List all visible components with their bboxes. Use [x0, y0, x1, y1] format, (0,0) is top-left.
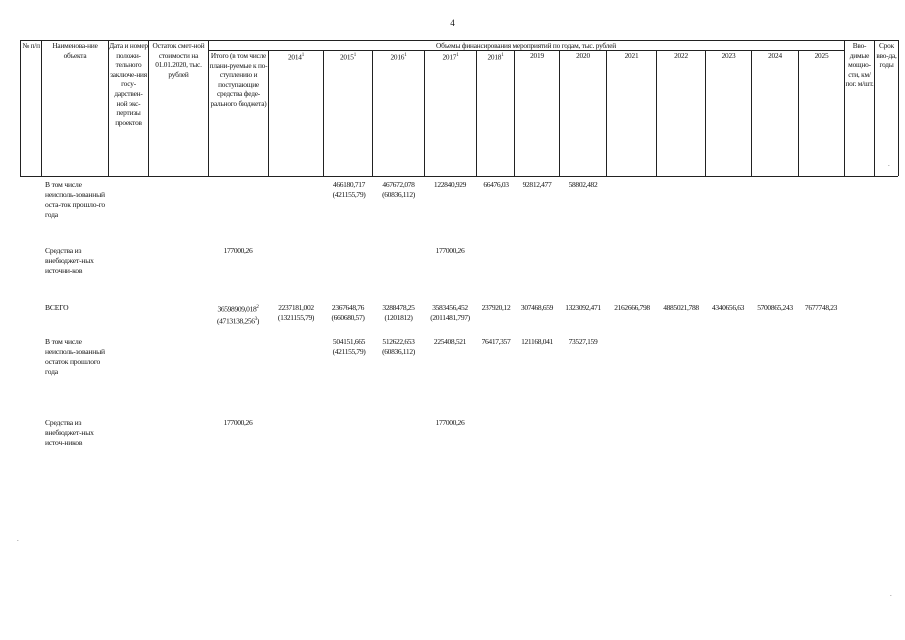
cell-2018: 76417,357 — [481, 337, 511, 346]
cell-total: 36598909,018$^2$ (4713138,256$^3$) — [217, 304, 259, 325]
cell-2018: 237920,12 — [481, 303, 511, 312]
rule-v — [606, 50, 607, 176]
cell-2020: 73527,159 — [568, 337, 598, 346]
cell-2017: 177000,26 — [435, 246, 465, 255]
rule-v — [514, 50, 515, 176]
cell-2015: 466180,717 (421155,79) — [332, 180, 366, 199]
rule-v — [372, 50, 373, 176]
scan-speck: . — [17, 535, 19, 543]
header-funding-group: Объемы финансирования мероприятий по годам, тыс. рублей — [436, 41, 616, 50]
header-year-2014: 2014$^1$ — [287, 52, 305, 62]
cell-2021: 2162666,798 — [614, 303, 650, 312]
scan-speck: . — [888, 160, 890, 168]
header-year-2018: 2018$^1$ — [487, 52, 504, 62]
rule-v — [41, 40, 42, 176]
rule-header-bottom — [20, 176, 898, 177]
cell-2019: 121168,041 — [521, 337, 553, 346]
rule-v — [476, 50, 477, 176]
header-year-2017: 2017$^1$ — [442, 52, 459, 62]
rule-v — [20, 40, 21, 176]
cell-2017: 3583456,452 (2011481,797) — [430, 303, 470, 322]
row-name: ВСЕГО — [45, 303, 69, 312]
cell-2014: 2237181,002 (1321155,79) — [277, 303, 315, 322]
header-year-2023: 2023 — [721, 51, 736, 60]
rule-v — [323, 50, 324, 176]
cell-2016: 512622,653 (60836,112) — [382, 337, 415, 356]
cell-2020: 58802,482 — [568, 180, 598, 189]
cell-2024: 5700865,243 — [757, 303, 793, 312]
row-name: Средства из внебюджет-ных источни-ков — [45, 246, 94, 275]
header-capacity: Вво-димые мощно-сти, км/ пог. м/шт. — [845, 41, 874, 89]
rule-v — [268, 50, 269, 176]
scan-speck: . — [890, 590, 892, 598]
cell-total: 177000,26 — [223, 246, 253, 255]
cell-2017: 225408,521 — [433, 337, 467, 346]
header-year-2020: 2020 — [576, 51, 590, 60]
header-total: Итого (в том числе плани-руемые к по-ступлению и поступающие средства феде-рального бюджета) — [209, 51, 268, 108]
rule-v — [798, 50, 799, 176]
cell-2017: 122840,929 — [433, 180, 467, 189]
header-year-2019: 2019 — [530, 51, 544, 60]
header-num: № п/п — [22, 41, 40, 50]
cell-2019: 307468,659 — [520, 303, 554, 312]
page-number: 4 — [450, 18, 455, 28]
row-name: Средства из внебюджет-ных источ-ников — [45, 418, 94, 447]
header-expertise-date: Дата и номер положи-тельного заключе-ния госу-дарствен-ной экс-пертизы проектов — [109, 41, 148, 127]
cell-2016: 467672,078 (60836,112) — [382, 180, 415, 199]
cell-2015: 2367648,76 (660680,57) — [331, 303, 365, 322]
cell-total: 177000,26 — [223, 418, 253, 427]
cell-2018: 66476,03 — [483, 180, 509, 189]
rule-v — [656, 50, 657, 176]
header-year-2021: 2021 — [624, 51, 639, 60]
rule-v — [898, 40, 899, 176]
header-object-name: Наименова-ние объекта — [52, 41, 98, 60]
header-year-2022: 2022 — [674, 51, 688, 60]
rule-v — [559, 50, 560, 176]
rule-v — [751, 50, 752, 176]
cell-2020: 1323092,471 — [565, 303, 601, 312]
rule-v — [705, 50, 706, 176]
header-year-2024: 2024 — [768, 51, 782, 60]
cell-2025: 7677748,23 — [804, 303, 838, 312]
header-year-2016: 2016$^1$ — [390, 52, 407, 62]
cell-2015: 504151,665 (421155,79) — [332, 337, 366, 356]
header-deadline: Срок вво-да, годы — [876, 41, 897, 70]
cell-2016: 3288478,25 (1201812) — [382, 303, 415, 322]
rule-v — [424, 50, 425, 176]
cell-2019: 92812,477 — [522, 180, 552, 189]
row-name: В том числе неисполь-зованный остаток прошлого года — [45, 337, 105, 376]
cell-2017: 177000,26 — [435, 418, 465, 427]
header-year-2025: 2025 — [814, 51, 829, 60]
cell-2023: 4340656,63 — [711, 303, 745, 312]
row-name: В том числе неисполь-зованный оста-ток прошло-го года — [45, 180, 106, 219]
header-year-2015: 2015$^1$ — [339, 52, 357, 62]
cell-2022: 4885021,788 — [663, 303, 699, 312]
header-remaining-cost: Остаток смет-ной стоимости на 01.01.2020, тыс. рублей — [152, 41, 205, 79]
